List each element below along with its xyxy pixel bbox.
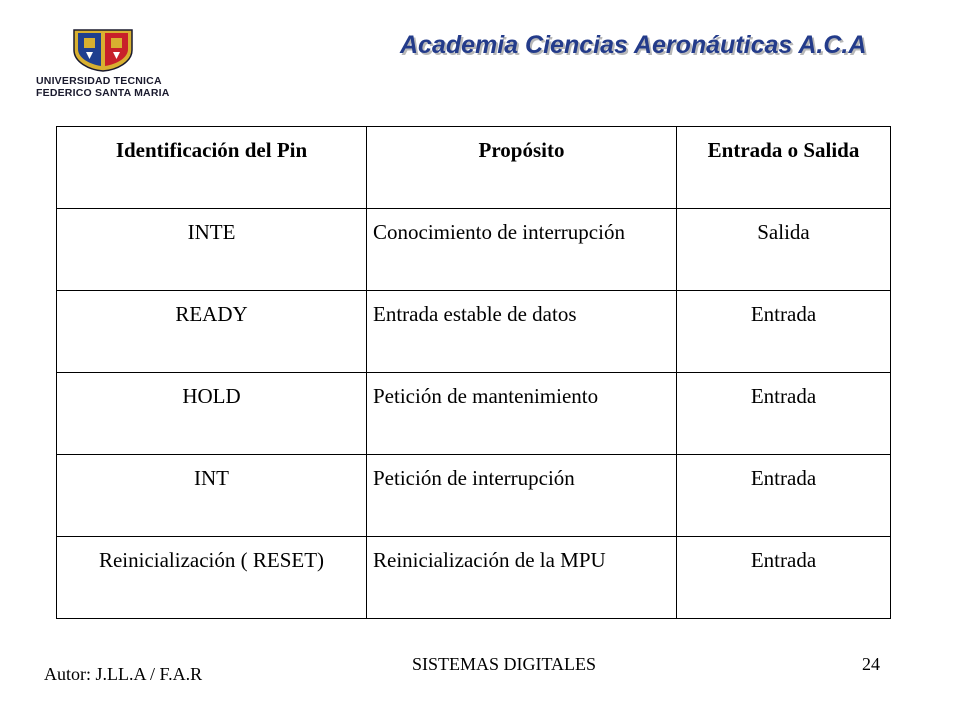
- table-row: [57, 373, 891, 455]
- university-shield-icon: [72, 28, 134, 72]
- pin-cell: INT: [57, 455, 367, 537]
- io-cell: Entrada: [677, 373, 891, 455]
- column-header-purpose: Propósito: [367, 127, 677, 209]
- university-name-line1: UNIVERSIDAD TECNICA: [36, 75, 162, 87]
- io-cell: Salida: [677, 209, 891, 291]
- purpose-cell: Reinicialización de la MPU: [367, 537, 677, 619]
- page-number: 24: [862, 654, 880, 674]
- university-name-line2: FEDERICO SANTA MARIA: [36, 87, 170, 99]
- pin-cell: INTE: [57, 209, 367, 291]
- pin-cell: READY: [57, 291, 367, 373]
- pin-cell: HOLD: [57, 373, 367, 455]
- column-header-io: Entrada o Salida: [677, 127, 891, 209]
- table-row: [57, 209, 891, 291]
- university-logo: [36, 28, 178, 100]
- purpose-cell: Entrada estable de datos: [367, 291, 677, 373]
- purpose-cell: Petición de interrupción: [367, 455, 677, 537]
- table-row: [57, 455, 891, 537]
- pin-table: [56, 126, 891, 619]
- academy-title: Academia Ciencias Aeronáuticas A.C.A: [400, 31, 867, 59]
- column-header-pin: Identificación del Pin: [57, 127, 367, 209]
- table-row: [57, 291, 891, 373]
- footer-author: Autor: J.LL.A / F.A.R: [44, 664, 203, 684]
- pin-cell: Reinicialización ( RESET): [57, 537, 367, 619]
- io-cell: Entrada: [677, 537, 891, 619]
- footer-course: SISTEMAS DIGITALES: [412, 654, 597, 674]
- table-header-row: [57, 127, 891, 209]
- io-cell: Entrada: [677, 291, 891, 373]
- io-cell: Entrada: [677, 455, 891, 537]
- table-row: [57, 537, 891, 619]
- purpose-cell: Conocimiento de interrupción: [367, 209, 677, 291]
- purpose-cell: Petición de mantenimiento: [367, 373, 677, 455]
